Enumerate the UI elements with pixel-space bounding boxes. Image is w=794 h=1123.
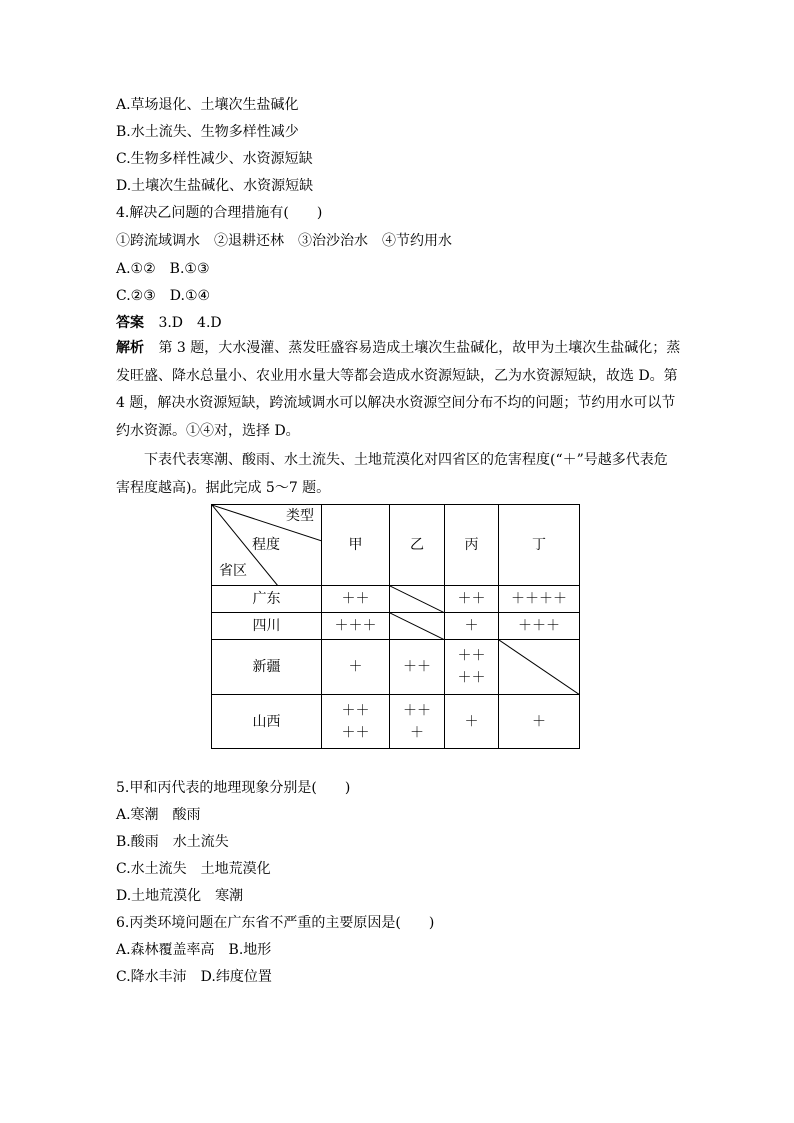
table-intro: 下表代表寒潮、酸雨、水土流失、土地荒漠化对四省区的危害程度(“＋”号越多代表危害程度越高)。据此完成 5～7 题。 [116,452,668,496]
column-header: 丙 [445,505,499,586]
q5-stem: 5.甲和丙代表的地理现象分别是( ) [116,780,351,796]
table-cell: ＋＋ [322,586,390,613]
table-row [212,695,580,749]
analysis-paragraph [116,335,681,445]
table-cell: ＋＋ ＋＋ [322,695,390,749]
answer-text: 3.D 4.D [158,315,222,331]
table-cell: ＋ [499,695,580,749]
hazard-table [211,504,580,749]
q3-option-a: A.草场退化、土壤次生盐碱化 [116,97,299,113]
column-header: 丁 [499,505,580,586]
q3-option-d: D.土壤次生盐碱化、水资源短缺 [116,178,314,194]
table-cell: ＋ [445,613,499,640]
answer-label: 答案 [116,315,144,331]
answer-line [116,313,222,333]
analysis-label: 解析 [116,340,144,356]
province-cell: 山西 [212,695,322,749]
q4-option-cd: C.②③ D.①④ [116,288,211,304]
q3-option-c: C.生物多样性减少、水资源短缺 [116,151,313,167]
table-row [212,640,580,695]
q6-option-ab: A.森林覆盖率高 B.地形 [116,942,272,958]
column-header: 甲 [322,505,390,586]
analysis-text: 第 3 题，大水漫灌、蒸发旺盛容易造成土壤次生盐碱化，故甲为土壤次生盐碱化；蒸发旺盛、降水总量小、农业用水量大等都会造成水资源短缺，乙为水资源短缺，故选 D。第 4 题，解决水资源短缺，跨流域调水可以解决水资源空间分布不均的问题；节约用水可以节约水资源。①④对，选择 D。 [116,340,681,439]
diagonal-header-cell [212,505,322,586]
table-cell: ＋ [322,640,390,695]
q6-stem: 6.丙类环境问题在广东省不严重的主要原因是( ) [116,915,435,931]
slash-line [499,640,580,695]
column-header: 乙 [390,505,445,586]
q6-option-cd: C.降水丰沛 D.纬度位置 [116,969,272,985]
table-cell: ＋ [445,695,499,749]
slash-line [390,613,445,640]
q5-option-b: B.酸雨 水土流失 [116,834,229,850]
table-cell: ＋＋ ＋ [390,695,445,749]
q5-option-c: C.水土流失 土地荒漠化 [116,861,271,877]
table-cell: ＋＋＋ [499,613,580,640]
province-cell: 广东 [212,586,322,613]
table-cell: ＋＋ [445,586,499,613]
table-cell: ＋＋＋ [322,613,390,640]
table-cell: ＋＋ ＋＋ [445,640,499,695]
province-cell: 四川 [212,613,322,640]
empty-slash-cell [499,640,580,695]
q3-option-b: B.水土流失、生物多样性减少 [116,124,299,140]
empty-slash-cell [390,613,445,640]
q5-option-a: A.寒潮 酸雨 [116,807,201,823]
table-cell: ＋＋ [390,640,445,695]
q4-items: ①跨流域调水 ②退耕还林 ③治沙治水 ④节约用水 [116,233,452,249]
province-cell: 新疆 [212,640,322,695]
table-row [212,586,580,613]
table-cell: ＋＋＋＋ [499,586,580,613]
q5-option-d: D.土地荒漠化 寒潮 [116,888,244,904]
header-degree-label: 程度 [252,537,280,553]
empty-slash-cell [390,586,445,613]
header-type-label: 类型 [286,508,314,524]
slash-line [390,586,445,613]
header-province-label: 省区 [219,563,247,579]
table-row [212,613,580,640]
q4-stem: 4.解决乙问题的合理措施有( ) [116,205,323,221]
q4-option-ab: A.①② B.①③ [116,261,210,277]
